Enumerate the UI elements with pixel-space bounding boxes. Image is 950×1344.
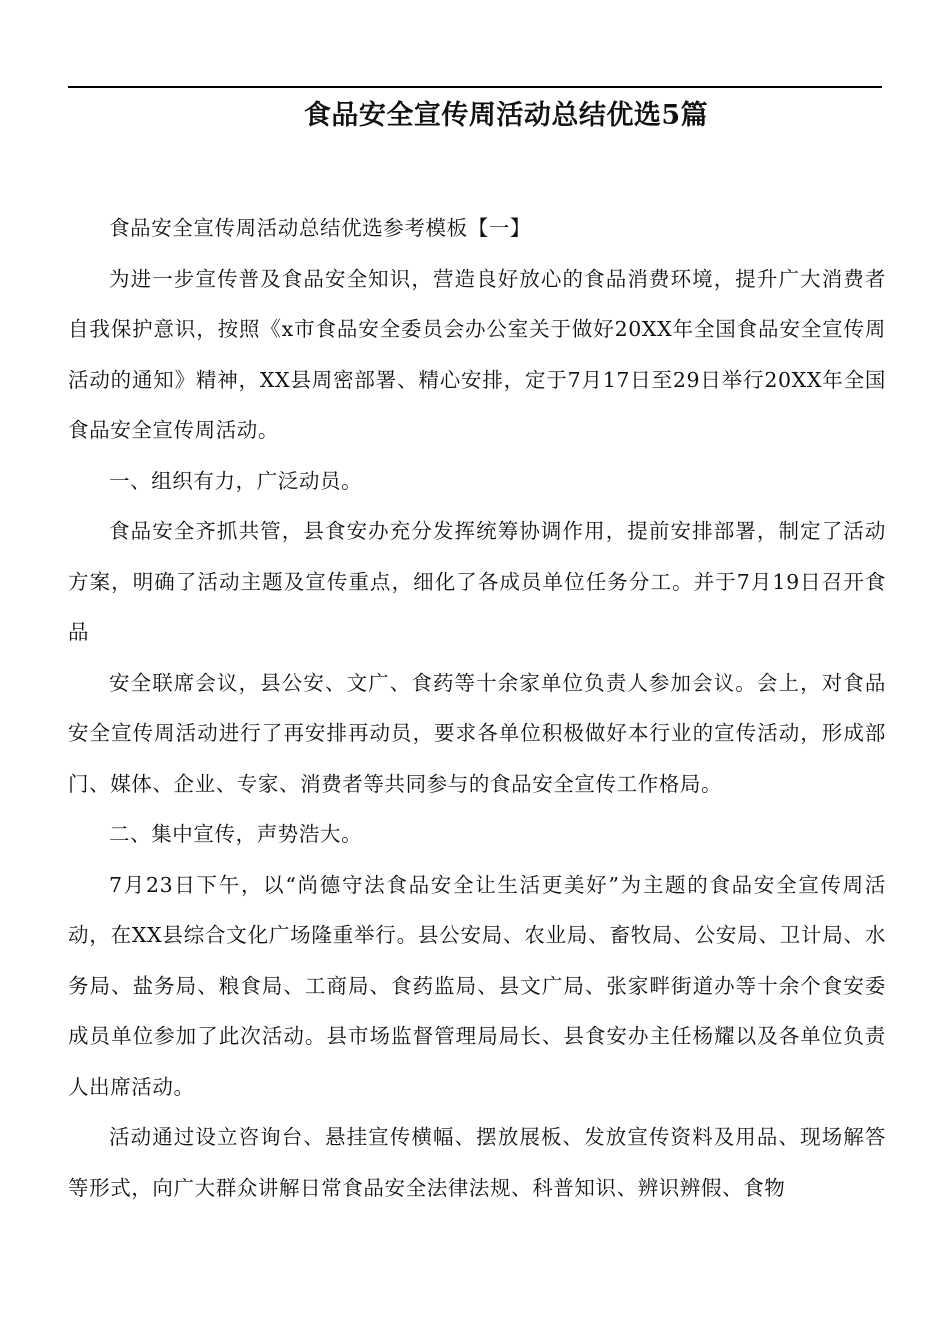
paragraph-organization: 食品安全齐抓共管，县食安办充分发挥统筹协调作用，提前安排部署，制定了活动方案，明确了活动主题及宣传重点，细化了各成员单位任务分工。并于7月19日召开食品 <box>68 519 886 644</box>
document-title: 食品安全宣传周活动总结优选5篇 <box>303 100 709 131</box>
header-rule <box>68 86 882 88</box>
section-heading-publicity: 二、集中宣传，声势浩大。 <box>109 822 363 846</box>
section-heading-template-one: 食品安全宣传周活动总结优选参考模板【一】 <box>109 216 531 240</box>
paragraph-intro: 为进一步宣传普及食品安全知识，营造良好放心的食品消费环境，提升广大消费者自我保护意识，按照《x市食品安全委员会办公室关于做好20XX年全国食品安全宣传周活动的通知》精神，XX县周密部署、精心安排，定于7月17日至29日举行20XX年全国食品安全宣传周活动。 <box>68 266 886 442</box>
section-heading-organization: 一、组织有力，广泛动员。 <box>109 468 363 493</box>
paragraph-activities: 活动通过设立咨询台、悬挂宣传横幅、摆放展板、发放宣传资料及用品、现场解答等形式，向广大群众讲解日常食品安全法律法规、科普知识、辨识辨假、食物 <box>68 1125 886 1200</box>
paragraph-event: 7月23日下午，以“尚德守法食品安全让生活更美好”为主题的食品安全宣传周活动，在XX县综合文化广场隆重举行。县公安局、农业局、畜牧局、公安局、卫计局、水务局、盐务局、粮食局、工商局、食药监局、县文广局、张家畔街道办等十余个食安委成员单位参加了此次活动。县市场监督管理局局长、县食安办主任杨耀以及各单位负责人出席活动。 <box>68 872 886 1099</box>
document-body <box>68 203 886 1213</box>
paragraph-joint-meeting: 安全联席会议，县公安、文广、食药等十余家单位负责人参加会议。会上，对食品安全宣传周活动进行了再安排再动员，要求各单位积极做好本行业的宣传活动，形成部门、媒体、企业、专家、消费者等共同参与的食品安全宣传工作格局。 <box>68 670 886 796</box>
